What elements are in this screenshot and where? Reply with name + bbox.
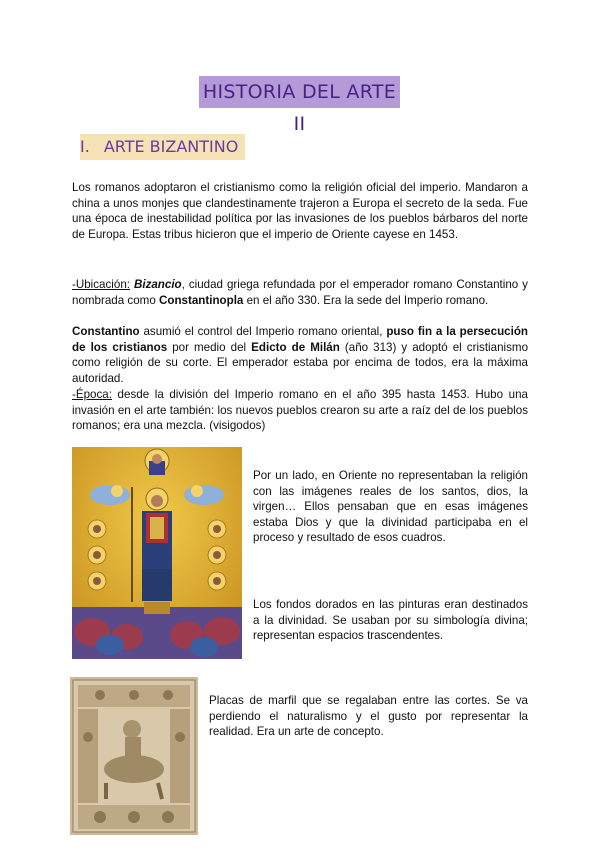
constantino-text-1: asumió el control del Imperio romano oriental, [139,325,387,338]
side-paragraph-1: Por un lado, en Oriente no representaban la religión con las imágenes reales de los santos, dios, la virgen… Ellos pensaban que en esas imágenes estaba Dios y que la divinidad participaba en el proceso y resultado de esos cuadros. [253,469,528,545]
byzantine-icon-image [72,447,242,659]
ubicacion-paragraph [72,277,528,308]
place-name: Bizancio [133,278,182,291]
section-label: ARTE BIZANTINO [103,137,239,156]
epoca-text: desde la división del Imperio romano en el año 395 hasta 1453. Hubo una invasión en el arte también: los nuevos pueblos crearon su arte a raíz del de los pueblos romanos; era una mezcla. (visigodos) [72,388,528,433]
constantino-paragraph [72,324,528,386]
constantino-text-3: (año 313) y adoptó el cristianismo como religión de su corte. El emperador estaba por encima de todos, era la máxima autoridad. [72,340,529,385]
section-number: I. [80,137,90,156]
constantino-bold-1: puso fin a la persecución de los cristianos [72,325,528,354]
ubicacion-label: -Ubicación: [72,278,130,291]
ivory-plaque-image [70,677,198,835]
side-paragraph-3: Placas de marfil que se regalaban entre las cortes. Se va perdiendo el naturalismo y el gusto por representar la realidad. Era un arte de concepto. [209,694,528,739]
section-heading [80,134,245,160]
epoca-paragraph [72,387,528,434]
ubicacion-text-1: , ciudad griega refundada por el emperador romano Constantino y nombrada como [72,278,528,307]
ubicacion-text-2: en el año 330. Era la sede del Imperio romano. [243,293,489,307]
epoca-label: -Época: [72,388,112,401]
intro-paragraph: Los romanos adoptaron el cristianismo como la religión oficial del imperio. Mandaron a china a unos monjes que clandestinamente trajeron a Europa el secreto de la seda. Fue una época de inestabilidad política por las invasiones de los pueblos bárbaros del norte de Europa. Estas tribus hicieron que el imperio de Oriente cayese en 1453. [72,181,528,241]
edicto-name: Edicto de Milán [251,340,340,354]
constantino-name: Constantino [72,325,140,338]
city-name: Constantinopla [159,293,244,307]
side-paragraph-2: Los fondos dorados en las pinturas eran destinados a la divinidad. Se usaban por su simbología divina; representan espacios trascendentes. [253,598,528,643]
constantino-text-2: por medio del [167,340,252,354]
page-title: HISTORIA DEL ARTE II [199,76,400,108]
